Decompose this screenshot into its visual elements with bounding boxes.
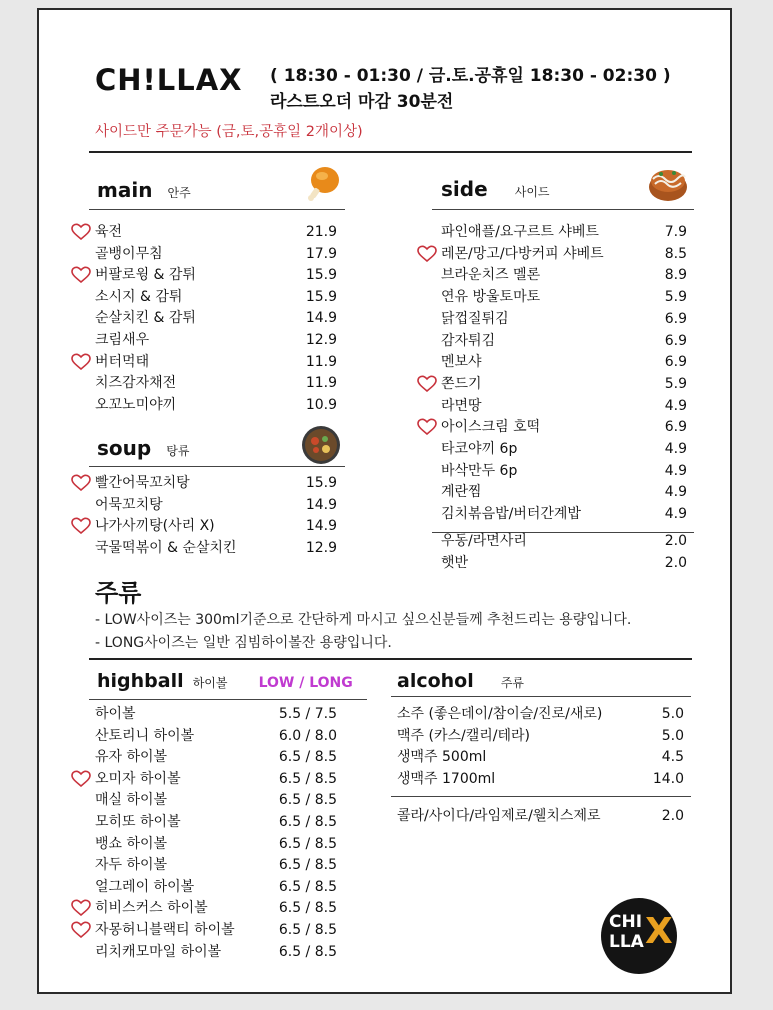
- highball-item-name: 뱅쇼 하이볼: [95, 835, 168, 852]
- highball-item-price: 6.5 / 8.5: [278, 943, 337, 960]
- side-item-price: 4.9: [664, 441, 687, 457]
- soup-divider: [89, 466, 345, 467]
- highball-item-price: 6.5 / 8.5: [278, 770, 337, 787]
- alcohol-heading: [397, 670, 524, 692]
- side-item-price: 6.9: [664, 310, 687, 327]
- side-item-name: 연유 방울토마토: [441, 289, 541, 306]
- main-item-price: 11.9: [305, 375, 337, 392]
- side-item-name: 라면땅: [441, 397, 482, 414]
- drinks-divider: [89, 658, 692, 660]
- main-item-price: 10.9: [305, 396, 337, 413]
- side-item-name: 감자튀김: [441, 332, 496, 349]
- highball-title: highball: [97, 670, 184, 692]
- side-extra-name: 우동/라면사리: [441, 533, 527, 549]
- highball-item-name: 자몽허니블랙티 하이볼: [95, 922, 235, 938]
- main-title: main: [97, 178, 153, 202]
- main-item-price: 15.9: [305, 267, 337, 284]
- side-item-price: 7.9: [664, 224, 687, 240]
- soup-item-name: 나가사끼탕(사리 X): [95, 518, 215, 535]
- side-order-note: 사이드만 주문가능 (금,토,공휴일 2개이상): [95, 124, 363, 140]
- favorite-heart-icon: [71, 517, 93, 537]
- side-item-name: 닭껍질튀김: [441, 310, 509, 327]
- side-item-price: 6.9: [664, 354, 687, 371]
- main-item-name: 치즈감자채전: [95, 375, 177, 392]
- highball-item-price: 6.0 / 8.0: [278, 727, 337, 744]
- chillax-badge-logo: [601, 898, 677, 974]
- side-item-price: 8.5: [664, 245, 687, 262]
- highball-item-price: 6.5 / 8.5: [278, 922, 337, 938]
- side-item-price: 4.9: [664, 462, 687, 479]
- highball-item-price: 6.5 / 8.5: [278, 878, 337, 895]
- side-item-name: 멘보샤: [441, 354, 482, 371]
- favorite-heart-icon: [71, 899, 93, 919]
- side-item-name: 레몬/망고/다방커피 샤베트: [441, 245, 604, 262]
- alcohol-divider: [391, 696, 691, 697]
- soup-item-name: 빨간어묵꼬치탕: [95, 475, 190, 491]
- side-item-price: 8.9: [664, 267, 687, 284]
- favorite-heart-icon: [71, 266, 93, 286]
- highball-heading: [97, 670, 353, 692]
- side-item-name: 브라운치즈 멜론: [441, 267, 541, 284]
- chicken-drumstick-icon: [303, 163, 343, 203]
- favorite-heart-icon: [417, 418, 439, 438]
- main-item-price: 11.9: [305, 353, 337, 370]
- side-item-price: 4.9: [664, 506, 687, 523]
- soup-item-name: 어묵꼬치탕: [95, 496, 163, 513]
- badge-mark: X: [645, 911, 673, 952]
- side-extra-price: 2.0: [664, 555, 687, 571]
- highball-item-name: 오미자 하이볼: [95, 770, 181, 787]
- main-item-name: 순살치킨 & 감튀: [95, 310, 196, 327]
- badge-line1: CHI: [609, 912, 643, 932]
- soup-item-price: 12.9: [305, 539, 337, 556]
- opening-hours: ( 18:30 - 01:30 / 금.토.공휴일 18:30 - 02:30 ): [270, 66, 671, 86]
- main-item-name: 골뱅이무침: [95, 245, 163, 262]
- alcohol-subtitle: 주류: [500, 676, 525, 690]
- side-item-name: 아이스크림 호떡: [441, 419, 541, 436]
- favorite-heart-icon: [417, 245, 439, 265]
- menu-page: [37, 8, 732, 994]
- alcohol-item-name: 생맥주 500ml: [397, 749, 487, 766]
- side-item-name: 계란찜: [441, 484, 482, 501]
- highball-item-name: 모히또 하이볼: [95, 814, 181, 830]
- side-item-price: 5.9: [664, 375, 687, 392]
- favorite-heart-icon: [417, 375, 439, 395]
- side-item-price: 6.9: [664, 419, 687, 436]
- highball-item-name: 매실 하이볼: [95, 792, 168, 809]
- favorite-heart-icon: [71, 474, 93, 494]
- hot-pot-icon: [302, 426, 340, 464]
- alcohol-item-price: 14.0: [652, 770, 684, 787]
- side-item-price: 5.9: [664, 289, 687, 306]
- main-item-price: 21.9: [305, 224, 337, 240]
- highball-item-name: 히비스커스 하이볼: [95, 900, 208, 917]
- highball-size-label: LOW / LONG: [258, 675, 353, 691]
- favorite-heart-icon: [71, 353, 93, 373]
- side-extra-name: 햇반: [441, 555, 469, 571]
- highball-item-name: 유자 하이볼: [95, 749, 168, 766]
- side-item-name: 파인애플/요구르트 샤베트: [441, 224, 599, 240]
- side-item-name: 타코야끼 6p: [441, 441, 518, 457]
- drinks-note-long: - LONG사이즈는 일반 짐빔하이볼잔 용량입니다.: [95, 635, 392, 651]
- main-heading: [97, 178, 191, 202]
- alcohol-extra-price: 2.0: [661, 808, 684, 824]
- header-divider: [89, 151, 692, 153]
- side-item-name: 바삭만두 6p: [441, 462, 518, 479]
- side-item-price: 4.9: [664, 484, 687, 501]
- side-item-name: 쫀드기: [441, 375, 482, 392]
- main-item-name: 버터먹태: [95, 353, 150, 370]
- side-title: side: [441, 177, 488, 201]
- highball-item-price: 6.5 / 8.5: [278, 835, 337, 852]
- alcohol-extras-divider: [391, 796, 691, 797]
- main-divider: [89, 209, 345, 210]
- soup-item-price: 15.9: [305, 475, 337, 491]
- highball-item-price: 6.5 / 8.5: [278, 814, 337, 830]
- highball-item-price: 6.5 / 8.5: [278, 749, 337, 766]
- highball-subtitle: 하이볼: [192, 676, 228, 690]
- alcohol-item-name: 소주 (좋은데이/참이슬/진로/새로): [397, 706, 603, 722]
- alcohol-item-price: 5.0: [661, 706, 684, 722]
- main-item-name: 크림새우: [95, 332, 150, 348]
- badge-line2: LLA: [609, 932, 644, 952]
- favorite-heart-icon: [71, 770, 93, 790]
- soup-title: soup: [97, 436, 152, 460]
- side-item-price: 6.9: [664, 332, 687, 349]
- favorite-heart-icon: [71, 223, 93, 243]
- side-item-price: 4.9: [664, 397, 687, 414]
- main-item-name: 버팔로윙 & 감튀: [95, 267, 196, 284]
- highball-item-price: 6.5 / 8.5: [278, 900, 337, 917]
- favorite-heart-icon: [71, 921, 93, 941]
- highball-item-name: 자두 하이볼: [95, 857, 168, 874]
- soup-subtitle: 탕류: [166, 444, 190, 458]
- highball-item-name: 하이볼: [95, 706, 136, 722]
- highball-item-price: 6.5 / 8.5: [278, 857, 337, 874]
- highball-item-price: 5.5 / 7.5: [278, 706, 337, 722]
- main-item-name: 오꼬노미야끼: [95, 396, 177, 413]
- drinks-title: 주류: [95, 579, 142, 607]
- main-item-name: 육전: [95, 224, 123, 240]
- main-item-name: 소시지 & 감튀: [95, 288, 183, 305]
- side-divider: [432, 209, 694, 210]
- alcohol-extra-name: 콜라/사이다/라임제로/웰치스제로: [397, 808, 601, 824]
- side-extra-price: 2.0: [664, 533, 687, 549]
- highball-item-name: 얼그레이 하이볼: [95, 878, 195, 895]
- side-heading: [441, 177, 550, 201]
- main-item-price: 14.9: [305, 310, 337, 327]
- last-order-note: 라스트오더 마감 30분전: [270, 92, 454, 112]
- highball-item-name: 리치캐모마일 하이볼: [95, 943, 222, 960]
- brand-logo: CH!LLAX: [95, 63, 243, 97]
- takoyaki-icon: [647, 161, 689, 203]
- highball-item-price: 6.5 / 8.5: [278, 792, 337, 809]
- main-subtitle: 안주: [167, 186, 191, 200]
- soup-item-price: 14.9: [305, 518, 337, 535]
- alcohol-item-name: 생맥주 1700ml: [397, 770, 496, 787]
- soup-heading: [97, 436, 189, 460]
- highball-divider: [89, 699, 367, 700]
- drinks-note-low: - LOW사이즈는 300ml기준으로 간단하게 마시고 싶으신분들께 추천드리는 용량입니다.: [95, 612, 632, 628]
- highball-item-name: 산토리니 하이볼: [95, 727, 195, 744]
- soup-item-name: 국물떡볶이 & 순살치킨: [95, 539, 237, 556]
- alcohol-item-name: 맥주 (카스/캘리/테라): [397, 727, 530, 744]
- main-item-price: 12.9: [305, 332, 337, 348]
- alcohol-title: alcohol: [397, 670, 474, 692]
- side-subtitle: 사이드: [514, 185, 550, 199]
- side-item-name: 김치볶음밥/버터간계밥: [441, 506, 581, 523]
- main-item-price: 17.9: [305, 245, 337, 262]
- alcohol-item-price: 4.5: [661, 749, 684, 766]
- alcohol-item-price: 5.0: [661, 727, 684, 744]
- main-item-price: 15.9: [305, 288, 337, 305]
- soup-item-price: 14.9: [305, 496, 337, 513]
